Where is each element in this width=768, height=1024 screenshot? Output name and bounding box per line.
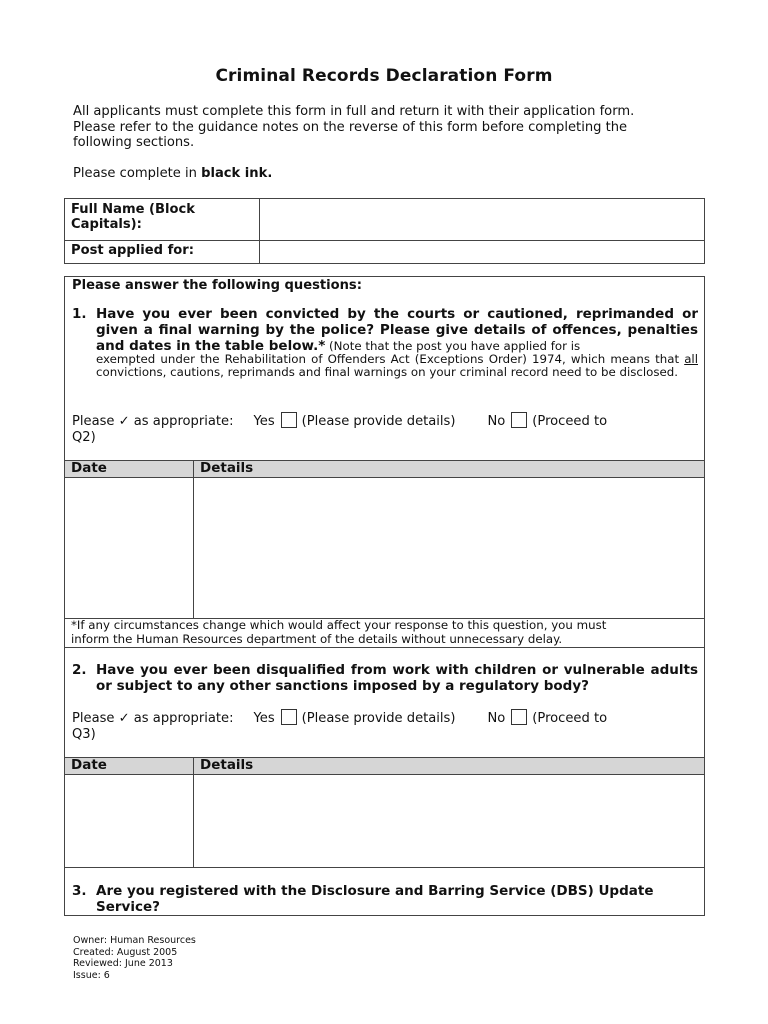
page-title: Criminal Records Declaration Form	[215, 66, 553, 86]
applicant-details-table	[64, 198, 705, 264]
q2-yes-checkbox[interactable]	[281, 709, 297, 725]
ink-emphasis: black ink.	[201, 166, 273, 181]
date-column-header: Date	[71, 757, 107, 773]
q1-tick-row	[72, 412, 698, 446]
no-label: No	[487, 414, 506, 429]
q2-no-checkbox[interactable]	[511, 709, 527, 725]
date-column-header: Date	[71, 460, 107, 476]
q2-details-cell[interactable]	[194, 775, 704, 867]
footer-reviewed: Reviewed: June 2013	[73, 958, 173, 969]
question-1	[72, 306, 698, 379]
q1-yes-checkbox[interactable]	[281, 412, 297, 428]
question-1-note-start: (Note that the post you have applied for is	[325, 339, 581, 353]
q2-tick-row	[72, 709, 698, 743]
yes-hint: (Please provide details)	[301, 414, 456, 429]
no-hint-cont: Q3)	[72, 727, 96, 742]
question-2-text: Have you ever been disqualified from work with children or vulnerable adults or subject to any other sanctions imposed by a regulatory body?	[96, 662, 698, 694]
divider	[65, 647, 704, 648]
q1-no-checkbox[interactable]	[511, 412, 527, 428]
post-applied-label: Post applied for:	[65, 241, 260, 264]
ink-prefix: Please complete in	[73, 166, 202, 181]
tick-prompt: Please ✓ as appropriate:	[72, 414, 234, 429]
yes-label: Yes	[253, 711, 275, 726]
intro-text	[73, 104, 703, 151]
document-footer	[73, 935, 196, 981]
intro-line: following sections.	[73, 135, 195, 150]
intro-line: All applicants must complete this form in full and return it with their application form.	[73, 104, 635, 119]
question-number: 1.	[72, 306, 87, 322]
table-header	[65, 461, 704, 478]
q2-details-body	[65, 775, 704, 868]
full-name-label: Full Name (Block Capitals):	[65, 199, 260, 241]
q1-details-cell[interactable]	[194, 478, 704, 618]
question-1-note: exempted under the Rehabilitation of Offenders Act (Exceptions Order) 1974, which means that all convictions, cautions, reprimands and final warnings on your criminal record need to be disclosed.	[96, 352, 698, 379]
questions-section	[64, 276, 705, 916]
yes-label: Yes	[253, 414, 275, 429]
question-number: 2.	[72, 662, 87, 678]
footnote: *If any circumstances change which would affect your response to this question, you must inform the Human Resources department of the details without unnecessary delay.	[71, 618, 607, 646]
q2-details-table	[65, 757, 704, 868]
questions-header: Please answer the following questions:	[72, 278, 362, 293]
question-1-text: Have you ever been convicted by the courts or cautioned, reprimanded or given a final warning by the police? Please give details of offences, penalties and dates in the table below.*	[96, 306, 698, 354]
details-column-header: Details	[200, 460, 254, 476]
details-column-header: Details	[200, 757, 254, 773]
question-number: 3.	[72, 883, 87, 899]
full-name-field[interactable]	[260, 199, 705, 241]
question-3	[72, 883, 698, 915]
footer-issue: Issue: 6	[73, 969, 110, 981]
footer-created: Created: August 2005	[73, 946, 178, 958]
no-hint: (Proceed to	[532, 711, 608, 726]
no-hint-cont: Q2)	[72, 430, 96, 445]
question-2	[72, 662, 698, 694]
intro-line: Please refer to the guidance notes on the reverse of this form before completing the	[73, 119, 628, 135]
no-hint: (Proceed to	[532, 414, 608, 429]
question-3-text: Are you registered with the Disclosure and Barring Service (DBS) Update Service?	[96, 883, 654, 915]
q1-details-table	[65, 460, 704, 619]
footer-owner: Owner: Human Resources	[73, 935, 196, 946]
q2-date-cell[interactable]	[65, 775, 193, 867]
ink-instruction	[73, 166, 272, 181]
tick-prompt: Please ✓ as appropriate:	[72, 711, 234, 726]
note-emphasis: all	[684, 352, 698, 366]
q1-details-body	[65, 478, 704, 619]
table-header	[65, 758, 704, 775]
post-applied-field[interactable]	[260, 241, 705, 264]
no-label: No	[487, 711, 506, 726]
yes-hint: (Please provide details)	[301, 711, 456, 726]
q1-date-cell[interactable]	[65, 478, 193, 618]
